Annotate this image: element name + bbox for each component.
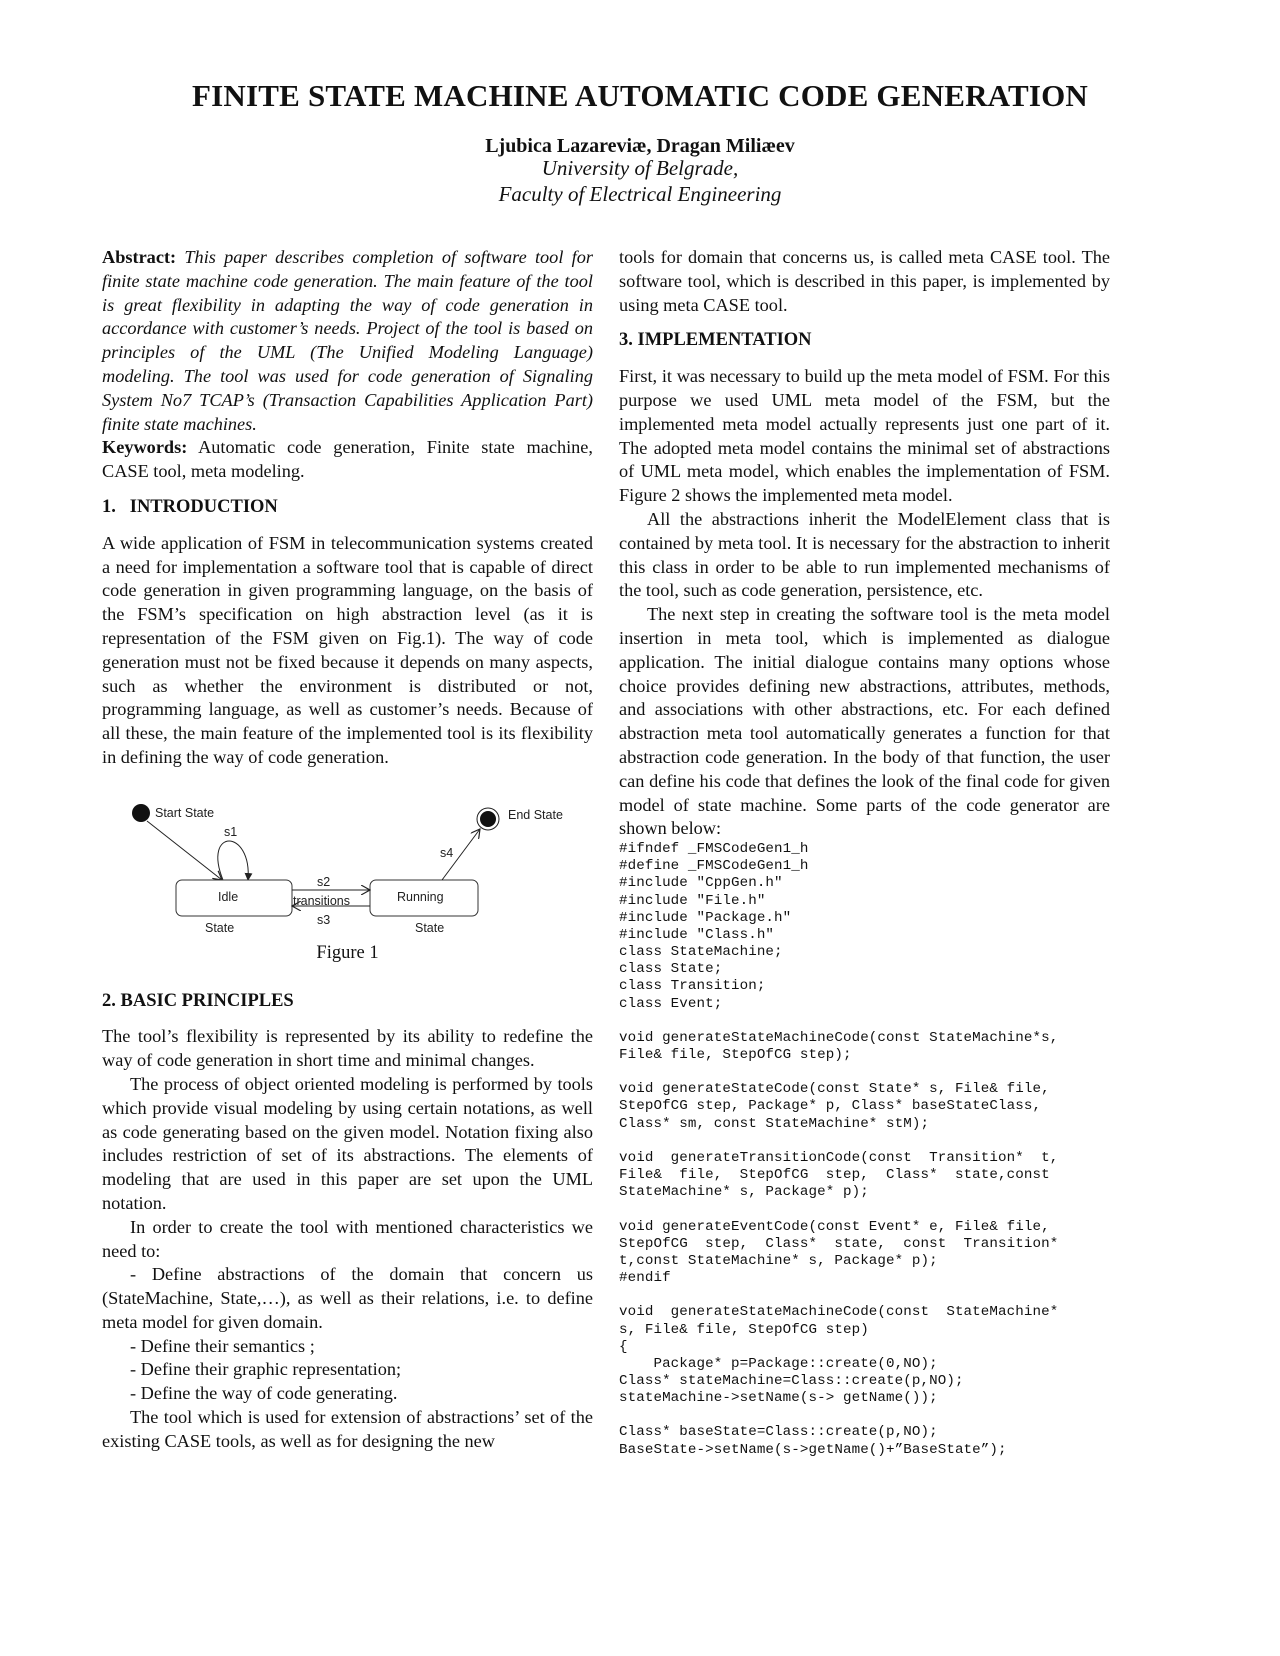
affiliation-faculty: Faculty of Electrical Engineering — [498, 182, 782, 206]
figure-1-caption: Figure 1 — [316, 942, 379, 963]
basic-principles-p4: The tool which is used for extension of abstractions’ set of the existing CASE tools, as well as for designing the new — [102, 1407, 593, 1451]
code-listing: #ifndef _FMSCodeGen1_h #define _FMSCodeGen1_h #include "CppGen.h" #include "File.h" #include "Package.h" #include "Class.h" class StateMachine; class State; class Transition; class Event; void generateStateMachineCode(const StateMachine*s, File& file, StepOfCG step); void generateStateCode(const State* s, File& file, StepOfCG step, Package* p, Class* baseStateClass, Class* sm, const StateMachine* stM); void generateTransitionCode(const Transition* t, File& file, StepOfCG step, Class* state,const StateMachine* s, Package* p); void generateEventCode(const Event* e, File& file, StepOfCG step, Class* state, const Transition* t,const StateMachine* s, Package* p); #endif void generateStateMachineCode(const StateMachine* s, File& file, StepOfCG step) { Package* p=Package::create(0,NO); Class* stateMachine=Class::create(p,NO); stateMachine->setName(s-> getName()); Class* baseState=Class::create(p,NO); BaseState->setName(s->getName()+”BaseState”); — [619, 841, 1059, 1458]
paper-authors: Ljubica Lazareviæ, Dragan Miliæev — [485, 135, 795, 157]
idle-label: Idle — [218, 889, 239, 904]
abstract-text: This paper describes completion of software tool for finite state machine code generation. The main feature of the tool is great flexibility in adapting the way of code generation in accordance with customer’s needs. Project of the tool is based on principles of the UML (The Unified Modeling Language) modeling. The tool was used for code generation of Signaling System No7 TCAP’s (Transaction Capabilities Application Part) finite state machines. — [102, 247, 593, 434]
basic-principles-p3: In order to create the tool with mentioned characteristics we need to: — [102, 1216, 593, 1261]
abstract — [102, 246, 593, 436]
keywords-text: Automatic code generation, Finite state machine, CASE tool, meta modeling. — [102, 437, 593, 482]
right-column — [619, 246, 1110, 1459]
transitions-label: transitions — [293, 893, 350, 908]
s2-label: s2 — [317, 874, 331, 889]
s1-label: s1 — [224, 824, 238, 839]
implementation-p3: The next step in creating the software tool is the meta model insertion in meta tool, which is implemented as dialogue application. The initial dialogue contains many options whose choice provides defining new abstractions, attributes, methods, and associations with other abstractions, etc. For each defined abstraction meta tool automatically generates a function for that abstraction code generation. In the body of that function, the user can define his code that defines the look of the final code for given model of state machine. Some parts of the code generator are shown below: — [619, 604, 1110, 839]
figure-1-state-diagram — [102, 798, 593, 938]
idle-state-caption: State — [205, 920, 235, 935]
implementation-p2: All the abstractions inherit the ModelElement class that is contained by meta tool. It is necessary for the abstraction to inherit this class in order to be able to run implemented mechanisms of the tool, such as code generation, persistence, etc. — [619, 508, 1110, 601]
s3-label: s3 — [317, 912, 331, 927]
running-state-caption: State — [415, 920, 445, 935]
implementation-p1: First, it was necessary to build up the meta model of FSM. For this purpose we used UML meta model of the FSM, but the implemented meta model actually represents just one part of it. The adopted meta model contains the minimal set of abstractions of UML meta model, which enables the implementation of FSM. Figure 2 shows the implemented meta model. — [619, 366, 1110, 506]
basic-principles-p1: The tool’s flexibility is represented by its ability to redefine the way of code generation in short time and minimal changes. — [102, 1026, 593, 1071]
s4-label: s4 — [440, 845, 454, 860]
section-heading-introduction: 1. INTRODUCTION — [102, 496, 278, 517]
list-item: - Define abstractions of the domain that concern us (StateMachine, State,…), as well as their relations, i.e. to define meta model for given domain. — [102, 1264, 593, 1332]
keywords-label: Keywords: — [102, 437, 188, 458]
paper-title: FINITE STATE MACHINE AUTOMATIC CODE GENERATION — [192, 78, 1088, 113]
start-transition-arrow — [147, 821, 222, 880]
basic-principles-p4-continued: tools for domain that concerns us, is called meta CASE tool. The software tool, which is described in this paper, is implemented by using meta CASE tool. — [619, 247, 1110, 315]
list-item: - Define the way of code generating. — [130, 1383, 398, 1404]
affiliation-university: University of Belgrade, — [541, 156, 739, 180]
list-item: - Define their graphic representation; — [130, 1359, 402, 1380]
list-item: - Define their semantics ; — [130, 1335, 315, 1356]
intro-paragraph: A wide application of FSM in telecommunication systems created a need for implementation a software tool that is capable of direct code generation in given programming language, on the basis of the FSM’s specification on high abstraction level (as it is representation of the FSM given on Fig.1). The way of code generation must not be fixed because it depends on many aspects, such as whether the environment is distributed or not, programming language, as well as customer’s needs. Because of all these, the main feature of the implemented tool is its flexibility in defining the way of code generation. — [102, 532, 593, 767]
keywords — [102, 436, 593, 484]
s1-self-loop-arrow — [218, 841, 248, 880]
section-heading-implementation: 3. IMPLEMENTATION — [619, 330, 812, 351]
abstract-label: Abstract: — [102, 247, 177, 267]
left-column — [102, 246, 593, 1454]
basic-principles-p2: The process of object oriented modeling is performed by tools which provide visual modeling by using certain notations, as well as code generating based on the given model. Notation fixing also includes restriction of set of its abstractions. The elements of modeling that are used in this paper are set upon the UML notation. — [102, 1073, 593, 1213]
end-state-label: End State — [508, 807, 563, 822]
start-state-node — [132, 804, 150, 822]
start-state-label: Start State — [155, 805, 215, 820]
running-label: Running — [397, 889, 444, 904]
section-heading-basic-principles: 2. BASIC PRINCIPLES — [102, 990, 294, 1011]
